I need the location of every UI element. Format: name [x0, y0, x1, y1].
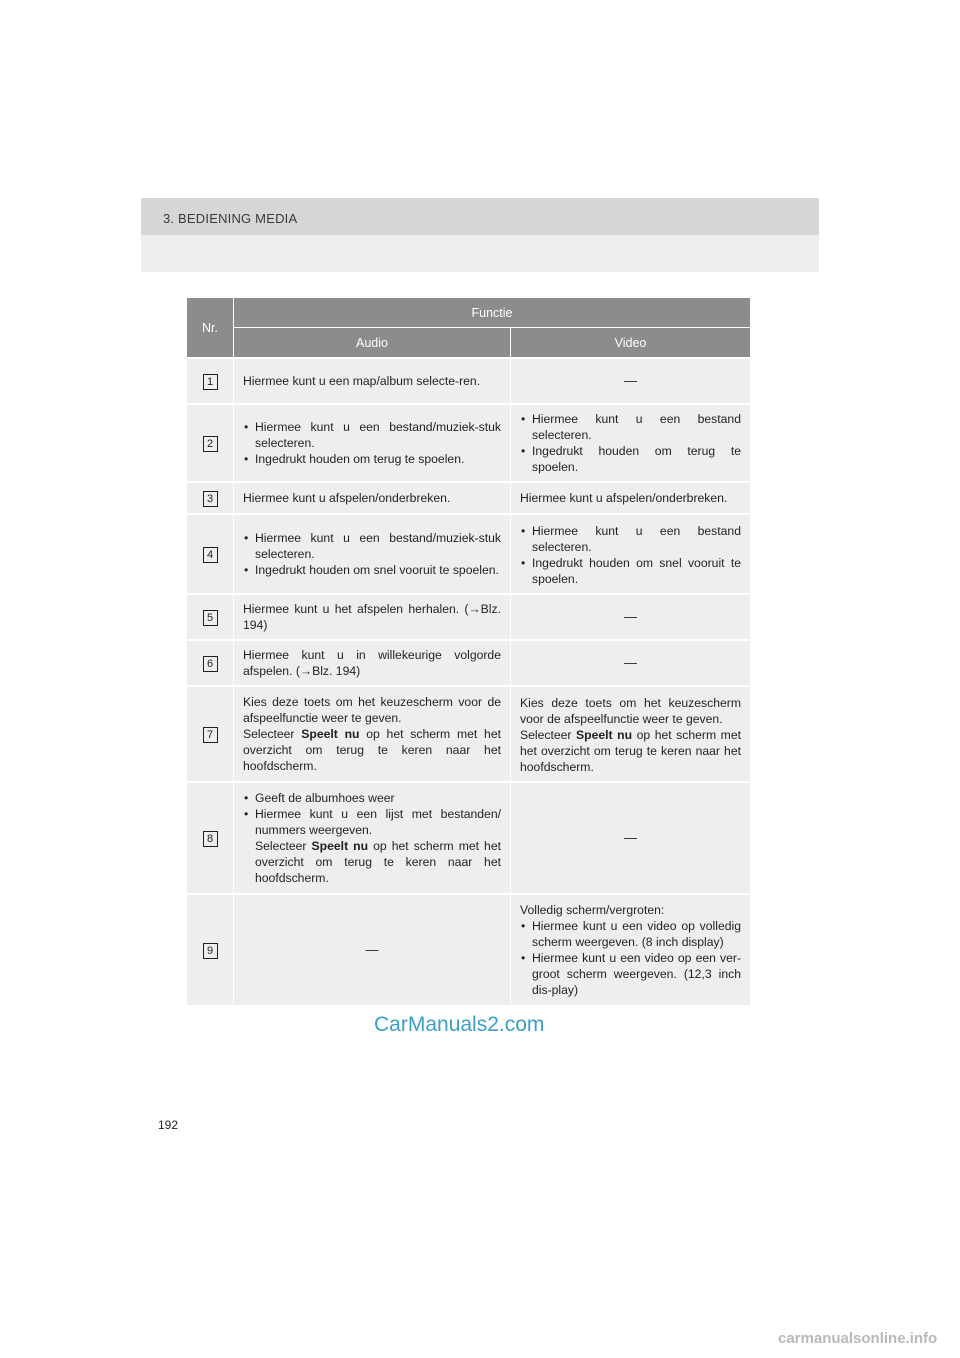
text-span: op het scherm met het overzicht om terug te keren naar het hoofdscherm. [243, 727, 501, 773]
bullet-item: • Hiermee kunt u een lijst met bestanden/ nummers weergeven. [243, 806, 501, 838]
video-cell [511, 893, 750, 1005]
audio-cell [234, 893, 511, 1005]
paragraph: Kies deze toets om het keuzescherm voor de afspeelfunctie weer te geven. [243, 695, 501, 725]
section-header-top [141, 198, 819, 235]
table-row [187, 403, 750, 481]
audio-cell [234, 403, 511, 481]
row-number-badge: 5 [203, 610, 218, 626]
text-span: Selecteer [255, 839, 312, 853]
dash-placeholder: — [365, 942, 379, 957]
dash-placeholder: — [624, 609, 637, 624]
audio-cell: Hiermee kunt u in willekeurige volgorde afspelen. (→Blz. 194) [234, 639, 511, 685]
col-nr-header: Nr. [187, 298, 234, 357]
watermark-main: CarManuals2.com [374, 1013, 545, 1036]
video-cell [511, 781, 750, 893]
video-cell [511, 513, 750, 593]
col-audio-header: Audio [234, 327, 511, 357]
section-header-band [141, 198, 819, 272]
function-table [187, 298, 750, 1005]
audio-cell [234, 513, 511, 593]
video-cell [511, 357, 750, 403]
paragraph: Volledig scherm/vergroten: [520, 903, 665, 917]
paragraph [520, 727, 741, 775]
bullet-item: • Hiermee kunt u een bestand/muziek-stuk selecteren. [243, 419, 501, 451]
paragraph [243, 838, 501, 886]
bullet-item: • Hiermee kunt u een video op een ver-groot scherm weergeven. (12,3 inch dis-play) [520, 950, 741, 998]
table-row [187, 357, 750, 403]
table-row [187, 893, 750, 1005]
text-span: Selecteer [520, 728, 577, 742]
video-cell [511, 639, 750, 685]
audio-cell: Hiermee kunt u afspelen/onderbreken. [234, 481, 511, 513]
video-cell: Hiermee kunt u afspelen/onderbreken. [511, 481, 750, 513]
dash-placeholder: — [624, 830, 637, 845]
row-number-badge: 1 [203, 374, 218, 390]
row-number-badge: 6 [203, 656, 218, 672]
bullet-item: • Hiermee kunt u een bestand/muziek-stuk selecteren. [243, 530, 501, 562]
video-cell [511, 403, 750, 481]
row-number-badge: 4 [203, 547, 218, 563]
row-number-badge: 7 [203, 727, 218, 743]
audio-cell [234, 781, 511, 893]
bullet-item: • Hiermee kunt u een bestand selecteren. [520, 411, 741, 443]
paragraph: Kies deze toets om het keuzescherm voor de afspeelfunctie weer te geven. [520, 696, 741, 726]
row-number-badge: 2 [203, 436, 218, 452]
audio-cell: Hiermee kunt u het afspelen herhalen. (→Blz. 194) [234, 593, 511, 639]
paragraph [243, 726, 501, 774]
row-number-badge: 9 [203, 943, 218, 959]
bullet-item: • Ingedrukt houden om snel vooruit te spoelen. [520, 555, 741, 587]
speelt-nu-label: Speelt nu [311, 839, 369, 853]
watermark-corner: carmanualsonline.info [778, 1330, 938, 1347]
page-number: 192 [158, 1118, 179, 1132]
video-cell [511, 685, 750, 781]
bullet-item: • Hiermee kunt u een bestand selecteren. [520, 523, 741, 555]
speelt-nu-label: Speelt nu [576, 728, 633, 742]
text-span: op het scherm met het overzicht om terug te keren naar het hoofdscherm. [255, 839, 501, 885]
video-cell [511, 593, 750, 639]
audio-cell: Hiermee kunt u een map/album selecte-ren. [234, 357, 511, 403]
bullet-item: • Ingedrukt houden om terug te spoelen. [520, 443, 741, 475]
table-row [187, 685, 750, 781]
bullet-item: • Hiermee kunt u een video op volledig scherm weergeven. (8 inch display) [520, 918, 741, 950]
table-row [187, 639, 750, 685]
table-row [187, 513, 750, 593]
row-number-badge: 8 [203, 831, 218, 847]
table-row [187, 593, 750, 639]
dash-placeholder: — [624, 373, 637, 388]
col-function-header: Functie [234, 298, 750, 327]
dash-placeholder: — [624, 655, 637, 670]
text-span: op het scherm met het overzicht om terug te keren naar het hoofdscherm. [520, 728, 741, 774]
text-span: Selecteer [243, 727, 302, 741]
table-row [187, 481, 750, 513]
bullet-item: • Ingedrukt houden om snel vooruit te spoelen. [243, 562, 501, 578]
speelt-nu-label: Speelt nu [301, 727, 360, 741]
section-title: 3. BEDIENING MEDIA [163, 211, 298, 226]
row-number-badge: 3 [203, 491, 218, 507]
bullet-item: • Geeft de albumhoes weer [243, 790, 501, 806]
bullet-item: • Ingedrukt houden om terug te spoelen. [243, 451, 501, 467]
audio-cell [234, 685, 511, 781]
table-row [187, 781, 750, 893]
col-video-header: Video [511, 327, 750, 357]
